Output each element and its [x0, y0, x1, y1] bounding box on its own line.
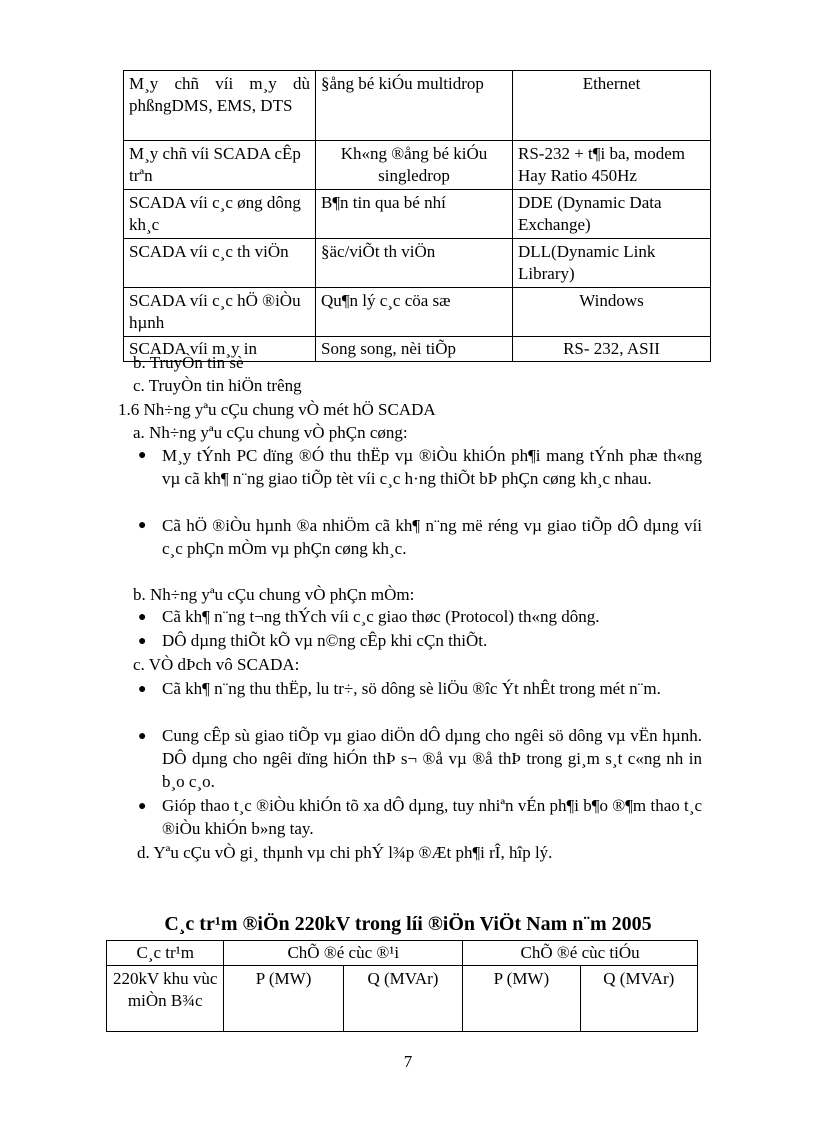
- table-header-cell: Q (MVAr): [580, 966, 697, 1032]
- subheading-service: c. VÒ dÞch vô SCADA:: [133, 655, 300, 674]
- list-item: b. TruyÒn tin sè: [133, 353, 244, 372]
- table-cell: §ång bé kiÓu multidrop: [316, 71, 513, 141]
- table-header-cell: ChÕ ®é cùc tiÓu: [463, 941, 698, 966]
- list-item: Cung cÊp sù giao tiÕp vµ giao diÖn dÔ dµng cho ngêi sö dông vµ vËn hµnh. DÔ dµng cho ngêi dïng hiÓn thÞ s¬ ®å vµ ®å thÞ trong gi¸m s¸t c«ng nh in b¸o c¸o.: [162, 726, 702, 791]
- table-cell: Windows: [513, 288, 711, 337]
- subheading-software: b. Nh÷ng yªu cÇu chung vÒ phÇn mÒm:: [133, 585, 415, 604]
- list-item: Cã hÖ ®iÒu hµnh ®a nhiÖm cã kh¶ n¨ng më réng vµ giao tiÕp dÔ dµng víi c¸c phÇn mÒm vµ phÇn cøng kh¸c.: [162, 516, 702, 558]
- table-row: [124, 288, 711, 337]
- table-header-cell: ChÕ ®é cùc ®¹i: [224, 941, 463, 966]
- table-cell: SCADA víi c¸c hÖ ®iÒu hµnh: [124, 288, 316, 337]
- table-header-cell: P (MW): [224, 966, 343, 1032]
- bullet-icon: ●: [138, 634, 147, 649]
- table-cell: M¸y chñ víi SCADA cÊp trªn: [124, 141, 316, 190]
- page-number: 7: [403, 1052, 413, 1071]
- list-item: Gióp thao t¸c ®iÒu khiÓn tõ xa dÔ dµng, tuy nhiªn vÉn ph¶i b¶o ®¶m thao t¸c ®iÒu khiÓn b»ng tay.: [162, 796, 702, 838]
- table-cell: Kh«ng ®ång bé kiÓu singledrop: [316, 141, 513, 190]
- bullet-icon: ●: [138, 729, 147, 744]
- section-heading: 1.6 Nh÷ng yªu cÇu chung vÒ mét hÖ SCADA: [118, 400, 436, 419]
- list-item: M¸y tÝnh PC dïng ®Ó thu thËp vµ ®iÒu khiÓn ph¶i mang tÝnh phæ th«ng vµ cã kh¶ n¨ng giao tiÕp tèt víi c¸c h·ng thiÕt bÞ phÇn cøng kh¸c nhau.: [162, 446, 702, 488]
- table-cell: DDE (Dynamic Data Exchange): [513, 190, 711, 239]
- table-cell: RS- 232, ASII: [513, 337, 711, 362]
- subheading-hardware: a. Nh÷ng yªu cÇu chung vÒ phÇn cøng:: [133, 423, 408, 442]
- bullet-icon: ●: [138, 518, 147, 533]
- table-cell: DLL(Dynamic Link Library): [513, 239, 711, 288]
- table-header-row: [107, 941, 698, 966]
- table-cell: SCADA víi m¸y in: [124, 337, 316, 362]
- bullet-icon: ●: [138, 448, 147, 463]
- substation-table: [106, 940, 698, 1032]
- table-cell: 220kV khu vùc miÒn B¾c: [107, 966, 224, 1032]
- table-header-cell: P (MW): [463, 966, 580, 1032]
- table-cell: SCADA víi c¸c øng dông kh¸c: [124, 190, 316, 239]
- list-item: Cã kh¶ n¨ng t¬ng thÝch víi c¸c giao thøc (Protocol) th«ng dông.: [162, 607, 600, 626]
- interface-table: [123, 70, 711, 362]
- list-item: DÔ dµng thiÕt kÕ vµ n©ng cÊp khi cÇn thiÕt.: [162, 631, 488, 650]
- table-row: [107, 966, 698, 1032]
- bullet-icon: ●: [138, 610, 147, 625]
- bullet-icon: ●: [138, 799, 147, 814]
- table-row: [124, 190, 711, 239]
- table-row: [124, 71, 711, 141]
- table-cell: SCADA víi c¸c th viÖn: [124, 239, 316, 288]
- table-title: C¸c tr¹m ®iÖn 220kV trong líi ®iÖn ViÖt Nam n¨m 2005: [164, 913, 652, 935]
- list-item: Cã kh¶ n¨ng thu thËp, lu tr÷, sö dông sè liÖu ®îc Ýt nhÊt trong mét n¨m.: [162, 679, 661, 698]
- table-row: [124, 141, 711, 190]
- table-cell: Ethernet: [513, 71, 711, 141]
- table-cell: §äc/viÕt th viÖn: [316, 239, 513, 288]
- table-cell: M¸y chñ víi m¸y dù phßngDMS, EMS, DTS: [124, 71, 316, 141]
- table-cell: Qu¶n lý c¸c cöa sæ: [316, 288, 513, 337]
- bullet-icon: ●: [138, 682, 147, 697]
- table-header-cell: Q (MVAr): [343, 966, 462, 1032]
- list-item: c. TruyÒn tin hiÖn trêng: [133, 376, 302, 395]
- table-cell: B¶n tin qua bé nhí: [316, 190, 513, 239]
- table-cell: Song song, nèi tiÕp: [316, 337, 513, 362]
- table-row: [124, 239, 711, 288]
- table-header-cell: C¸c tr¹m: [107, 941, 224, 966]
- subheading-cost: d. Yªu cÇu vÒ gi¸ thµnh vµ chi phÝ l¾p ®Æt ph¶i rÎ, hîp lý.: [137, 843, 553, 862]
- table-cell: RS-232 + t¶i ba, modem Hay Ratio 450Hz: [513, 141, 711, 190]
